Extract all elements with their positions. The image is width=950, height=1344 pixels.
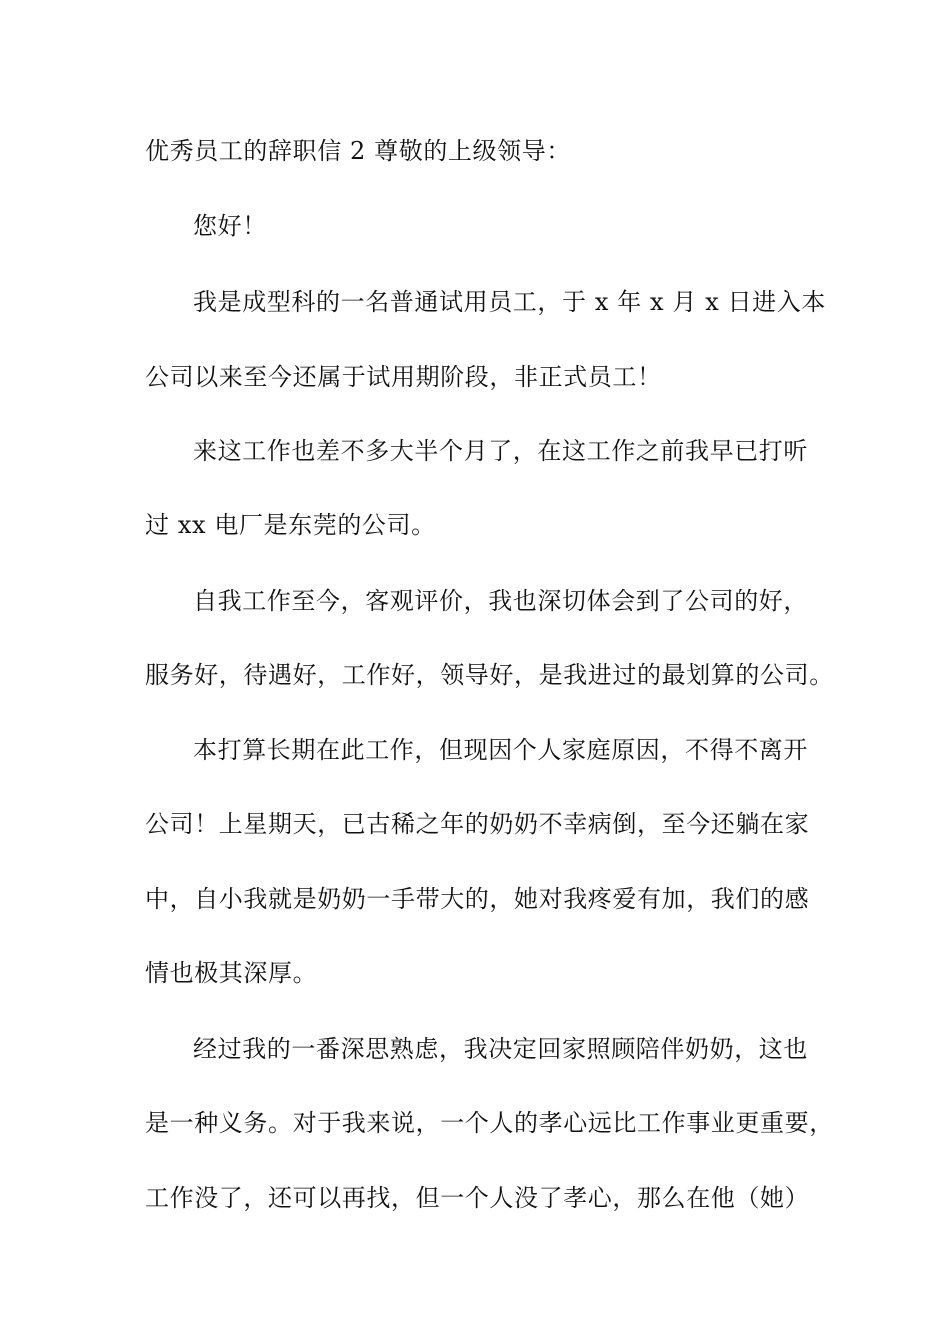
text-line: 公司！上星期天，已古稀之年的奶奶不幸病倒，至今还躺在家 <box>145 810 810 838</box>
text-line: 是一种义务。对于我来说，一个人的孝心远比工作事业更重要， <box>145 1109 834 1137</box>
text-line: 本打算长期在此工作，但现因个人家庭原因，不得不离开 <box>193 736 808 764</box>
text-line: 来这工作也差不多大半个月了，在这工作之前我早已打听 <box>193 437 808 465</box>
text-line: 我是成型科的一名普通试用员工，于 x 年 x 月 x 日进入本 <box>193 288 826 316</box>
text-line: 服务好，待遇好，工作好，领导好，是我进过的最划算的公司。 <box>145 661 834 689</box>
text-line: 经过我的一番深思熟虑，我决定回家照顾陪伴奶奶，这也 <box>193 1035 808 1063</box>
text-line-greeting: 您好！ <box>193 212 267 240</box>
text-line: 情也极其深厚。 <box>145 959 318 987</box>
text-line: 公司以来至今还属于试用期阶段，非正式员工！ <box>145 363 662 391</box>
text-line-title: 优秀员工的辞职信 2 尊敬的上级领导： <box>145 137 571 165</box>
text-line: 工作没了，还可以再找，但一个人没了孝心，那么在他（她） <box>145 1184 810 1212</box>
text-line: 中，自小我就是奶奶一手带大的，她对我疼爱有加，我们的感 <box>145 885 810 913</box>
text-line: 过 xx 电厂是东莞的公司。 <box>145 511 436 539</box>
text-line: 自我工作至今，客观评价，我也深切体会到了公司的好， <box>193 587 808 615</box>
